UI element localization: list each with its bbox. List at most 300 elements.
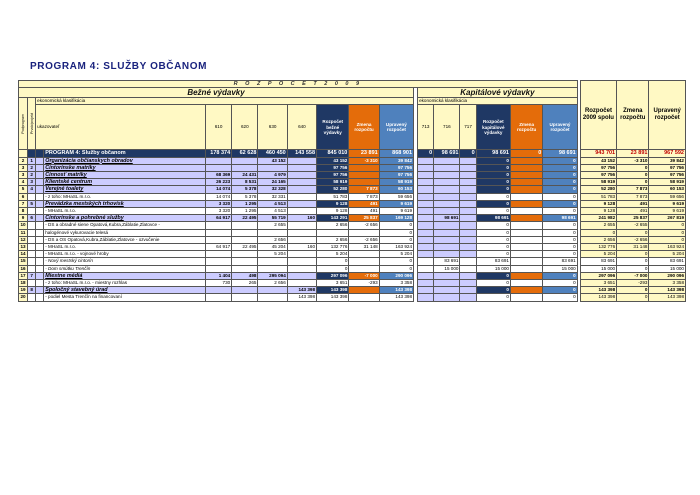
table-cell: [232, 164, 258, 171]
table-cell: [510, 222, 542, 229]
table-cell: [418, 157, 434, 164]
table-cell: [418, 200, 434, 207]
table-cell: 267 819: [649, 215, 686, 222]
table-cell: -2 655: [617, 222, 649, 229]
table-cell: 15 000: [434, 265, 460, 272]
table-cell: 3 320: [205, 208, 231, 215]
table-cell: [205, 265, 231, 272]
table-cell: 0: [476, 244, 510, 251]
row-label: - Nový mestský cintorín: [44, 258, 206, 265]
table-cell: 132 776: [580, 244, 616, 251]
row-label: - DS a obradné siene Opatová,Kubra,Záblatie,Zlatovce -: [44, 222, 206, 229]
table-cell: [205, 251, 231, 258]
table-cell: 64 917: [205, 244, 231, 251]
podprogram-number: [28, 251, 36, 258]
table-cell: 0: [476, 222, 510, 229]
table-cell: [418, 186, 434, 193]
table-cell: [460, 193, 476, 200]
table-row: [19, 229, 686, 236]
podprogram-number: [28, 229, 36, 236]
table-cell: 0: [617, 164, 649, 171]
table-cell: 52 280: [580, 186, 616, 193]
table-cell: 98 691: [543, 215, 577, 222]
table-cell: 59 656: [379, 193, 413, 200]
table-cell: 0: [649, 236, 686, 243]
table-cell: 498: [232, 272, 258, 279]
row-label: - Dom smútku Trenčín: [44, 265, 206, 272]
table-cell: 23 891: [349, 150, 379, 157]
table-cell: [460, 186, 476, 193]
table-cell: 0: [476, 172, 510, 179]
row-label: - DS a OS Opatová,Kubra,Záblatie,Zlatovce - ozvučenie: [44, 236, 206, 243]
table-cell: [510, 193, 542, 200]
table-cell: 3 651: [580, 280, 616, 287]
table-cell: [418, 251, 434, 258]
row-number: 12: [20, 236, 26, 242]
prvok-number: [36, 164, 44, 171]
table-cell: 2 656: [258, 280, 287, 287]
table-cell: [287, 208, 316, 215]
table-cell: 0: [379, 236, 413, 243]
podprogram-number: [28, 208, 36, 215]
table-cell: 0: [476, 208, 510, 215]
table-cell: 3 320: [205, 200, 231, 207]
row-number: 18: [20, 280, 26, 286]
table-row: [19, 215, 686, 222]
table-cell: -2 656: [349, 222, 379, 229]
table-cell: 7 873: [617, 193, 649, 200]
table-cell: [205, 157, 231, 164]
row-number: 13: [20, 244, 26, 250]
table-cell: [460, 265, 476, 272]
table-cell: 97 756: [649, 164, 686, 171]
table-cell: 0: [649, 229, 686, 236]
table-cell: [317, 229, 349, 236]
table-cell: [434, 294, 460, 301]
table-cell: [205, 294, 231, 301]
table-row: [19, 222, 686, 229]
table-cell: [232, 251, 258, 258]
prvok-number: [36, 251, 44, 258]
table-cell: 1 404: [205, 272, 231, 279]
table-cell: [460, 215, 476, 222]
table-cell: 39 842: [379, 157, 413, 164]
table-cell: 143 398: [649, 294, 686, 301]
table-cell: 143 398: [580, 294, 616, 301]
table-cell: [460, 164, 476, 171]
table-cell: 14 074: [205, 186, 231, 193]
prvok-number: [36, 272, 44, 279]
header-rozpocet-bezne: Rozpočet bežné výdavky: [317, 105, 349, 150]
table-cell: 9 619: [649, 200, 686, 207]
table-cell: 25 837: [349, 215, 379, 222]
table-cell: [510, 208, 542, 215]
table-cell: 0: [476, 229, 510, 236]
table-cell: [349, 172, 379, 179]
table-cell: 0: [476, 164, 510, 171]
table-row: [19, 265, 686, 272]
table-cell: [349, 287, 379, 294]
table-cell: 0: [617, 251, 649, 258]
table-row: [19, 272, 686, 279]
table-cell: 0: [317, 265, 349, 272]
table-cell: 0: [543, 272, 577, 279]
podprogram-number: 1: [28, 157, 36, 164]
table-cell: 2 656: [258, 236, 287, 243]
header-upraveny-kap: Upravený rozpočet: [543, 105, 577, 150]
table-cell: [287, 251, 316, 258]
table-cell: [434, 229, 460, 236]
row-number: 2: [19, 157, 28, 164]
podprogram-number: 4: [28, 186, 36, 193]
table-cell: [460, 287, 476, 294]
row-number: 3: [19, 172, 28, 179]
table-cell: 58 919: [580, 179, 616, 186]
table-cell: 97 756: [317, 172, 349, 179]
table-cell: 0: [543, 251, 577, 258]
table-cell: [418, 280, 434, 287]
table-cell: 97 756: [379, 172, 413, 179]
table-cell: 0: [617, 294, 649, 301]
table-cell: 0: [617, 229, 649, 236]
table-cell: 143 291: [317, 215, 349, 222]
table-cell: [460, 244, 476, 251]
row-label: - MHaSL m.r.o.: [44, 244, 206, 251]
table-cell: [418, 294, 434, 301]
table-cell: 845 010: [317, 150, 349, 157]
table-cell: [434, 164, 460, 171]
header-col-713: 713: [418, 105, 434, 150]
table-cell: 0: [476, 193, 510, 200]
table-cell: 178 374: [205, 150, 231, 157]
podprogram-number: [28, 294, 36, 301]
header-col-640: 640: [287, 105, 316, 150]
table-cell: -293: [349, 280, 379, 287]
prvok-number: [36, 280, 44, 287]
table-cell: 295 094: [258, 272, 287, 279]
table-row: [19, 200, 686, 207]
table-cell: 0: [543, 236, 577, 243]
table-cell: 0: [510, 150, 542, 157]
header-kapitalove-vydavky: Kapitálové výdavky: [418, 88, 578, 98]
table-row: [19, 164, 686, 171]
table-cell: [349, 251, 379, 258]
table-cell: 0: [476, 179, 510, 186]
header-zmena-bezne: Zmena rozpočtu: [349, 105, 379, 150]
table-cell: 22 495: [232, 215, 258, 222]
podprogram-number: [28, 150, 36, 157]
table-row: [19, 193, 686, 200]
table-cell: 1 295: [232, 208, 258, 215]
header-col-716: 716: [434, 105, 460, 150]
table-cell: [434, 208, 460, 215]
table-cell: [287, 272, 316, 279]
header-ek-bezne: ekonomická klasifikácia: [36, 98, 414, 105]
table-cell: [349, 258, 379, 265]
prvok-number: [36, 222, 44, 229]
table-cell: 0: [543, 172, 577, 179]
prvok-number: [36, 287, 44, 294]
table-cell: [418, 179, 434, 186]
table-cell: [418, 265, 434, 272]
table-cell: 97 756: [317, 164, 349, 171]
table-cell: 97 756: [649, 172, 686, 179]
prvok-number: [36, 258, 44, 265]
table-cell: [510, 258, 542, 265]
budget-year-header: R O Z P O Č E T 2 0 0 9: [19, 81, 578, 88]
table-cell: 0: [543, 280, 577, 287]
table-cell: 297 096: [580, 272, 616, 279]
table-cell: 163 924: [649, 244, 686, 251]
table-cell: 5 204: [258, 251, 287, 258]
row-number: 15: [20, 258, 26, 264]
table-cell: [460, 251, 476, 258]
row-label: PROGRAM 4: Služby občanom: [44, 150, 206, 157]
table-cell: 290 096: [379, 272, 413, 279]
header-rozpocet-kap: Rozpočet kapitálové výdavky: [476, 105, 510, 150]
podprogram-number: 3: [28, 179, 36, 186]
table-cell: 31 148: [349, 244, 379, 251]
table-cell: -293: [617, 280, 649, 287]
table-cell: 0: [543, 186, 577, 193]
table-cell: [434, 272, 460, 279]
table-cell: [510, 236, 542, 243]
header-bezne-vydavky: Bežné výdavky: [19, 88, 414, 98]
table-cell: [287, 222, 316, 229]
header-zmena-spolu: Zmena rozpočtu: [617, 81, 649, 150]
table-cell: [258, 229, 287, 236]
table-cell: 160: [287, 244, 316, 251]
table-cell: 4 979: [258, 172, 287, 179]
prvok-number: [36, 244, 44, 251]
row-label: Cintorínske matriky: [44, 164, 206, 171]
table-cell: 9 619: [379, 200, 413, 207]
table-cell: [205, 222, 231, 229]
row-label: Organizácia občianskych obradov: [44, 157, 206, 164]
row-number: 7: [19, 200, 28, 207]
table-cell: 3 651: [317, 280, 349, 287]
table-cell: 22 495: [232, 244, 258, 251]
table-cell: [434, 244, 460, 251]
table-cell: 15 000: [649, 265, 686, 272]
table-cell: [287, 229, 316, 236]
row-label: Spoločný stavebný úrad: [44, 287, 206, 294]
table-cell: 297 096: [317, 272, 349, 279]
table-cell: [349, 294, 379, 301]
table-cell: 9 619: [379, 208, 413, 215]
table-cell: [460, 179, 476, 186]
prvok-number: [36, 150, 44, 157]
header-upraveny-bezne: Upravený rozpočet: [379, 105, 413, 150]
table-cell: 7 873: [349, 193, 379, 200]
table-cell: [287, 193, 316, 200]
table-cell: [510, 215, 542, 222]
podprogram-number: [28, 236, 36, 243]
table-cell: [232, 222, 258, 229]
table-cell: [232, 294, 258, 301]
table-cell: 0: [476, 251, 510, 258]
table-cell: 4 513: [258, 200, 287, 207]
table-cell: 8 531: [232, 179, 258, 186]
row-number: 14: [20, 251, 26, 257]
table-cell: [418, 287, 434, 294]
table-body: [19, 150, 686, 301]
header-prvok: Prvok/projekt: [28, 98, 36, 150]
table-cell: [434, 186, 460, 193]
podprogram-number: [28, 258, 36, 265]
table-cell: 0: [617, 265, 649, 272]
table-cell: 0: [617, 258, 649, 265]
table-cell: [460, 200, 476, 207]
table-cell: [510, 280, 542, 287]
table-cell: 15 000: [580, 265, 616, 272]
table-cell: -2 656: [349, 236, 379, 243]
row-label: - MHaSL m.r.o.: [44, 208, 206, 215]
table-cell: 51 783: [580, 193, 616, 200]
table-cell: 7 873: [617, 186, 649, 193]
row-number: 4: [19, 179, 28, 186]
table-cell: [460, 258, 476, 265]
table-cell: 2 656: [580, 236, 616, 243]
table-cell: 24 165: [258, 179, 287, 186]
table-row: [19, 179, 686, 186]
prvok-number: [36, 265, 44, 272]
table-cell: [205, 287, 231, 294]
table-cell: 15 000: [543, 265, 577, 272]
table-cell: [460, 236, 476, 243]
table-cell: 5 204: [317, 251, 349, 258]
table-cell: [418, 193, 434, 200]
table-cell: [460, 280, 476, 287]
table-cell: [510, 229, 542, 236]
prvok-number: [36, 294, 44, 301]
table-cell: 3 358: [379, 280, 413, 287]
table-cell: [460, 172, 476, 179]
table-cell: 98 691: [434, 150, 460, 157]
prvok-number: [36, 236, 44, 243]
table-cell: -3 310: [349, 157, 379, 164]
table-cell: [287, 280, 316, 287]
table-cell: 98 691: [543, 150, 577, 157]
prvok-number: [36, 200, 44, 207]
table-cell: 0: [543, 229, 577, 236]
row-number: [19, 150, 28, 157]
table-cell: 5 378: [232, 186, 258, 193]
table-cell: [510, 186, 542, 193]
table-cell: 83 691: [649, 258, 686, 265]
table-cell: [460, 229, 476, 236]
table-cell: [287, 179, 316, 186]
table-cell: 143 398: [317, 287, 349, 294]
table-cell: [349, 164, 379, 171]
table-cell: [418, 215, 434, 222]
row-label: - z toho: MHaSL m.r.o.: [44, 193, 206, 200]
table-cell: 0: [476, 294, 510, 301]
table-cell: 15 000: [476, 265, 510, 272]
row-number: 10: [20, 222, 26, 228]
table-cell: [232, 265, 258, 272]
row-label: Činnosť matriky: [44, 172, 206, 179]
table-cell: [460, 294, 476, 301]
table-cell: 0: [476, 272, 510, 279]
budget-table-container: [18, 80, 686, 317]
table-cell: [232, 258, 258, 265]
table-row: [19, 287, 686, 294]
table-cell: [232, 229, 258, 236]
table-cell: 0: [617, 172, 649, 179]
table-cell: 0: [617, 179, 649, 186]
table-row: [19, 157, 686, 164]
table-cell: 0: [379, 258, 413, 265]
table-cell: 83 691: [434, 258, 460, 265]
table-cell: 23 891: [617, 150, 649, 157]
prvok-number: [36, 193, 44, 200]
header-col-630: 630: [258, 105, 287, 150]
row-label: Prevádzka mestských trhovísk: [44, 200, 206, 207]
table-cell: [510, 157, 542, 164]
header-col-610: 610: [205, 105, 231, 150]
table-cell: [510, 179, 542, 186]
table-row: [19, 186, 686, 193]
table-cell: 143 398: [580, 287, 616, 294]
table-cell: 5 204: [649, 251, 686, 258]
table-cell: [418, 244, 434, 251]
row-label: halogénové vykurovacie telesá: [44, 229, 206, 236]
podprogram-number: 2: [28, 172, 36, 179]
table-cell: 14 074: [205, 193, 231, 200]
table-cell: 0: [543, 287, 577, 294]
header-zmena-kap: Zmena rozpočtu: [510, 105, 542, 150]
table-cell: 60 153: [649, 186, 686, 193]
table-cell: 9 128: [317, 208, 349, 215]
table-cell: [287, 164, 316, 171]
table-cell: -7 000: [349, 272, 379, 279]
budget-table: [18, 80, 686, 302]
table-cell: [287, 200, 316, 207]
table-row: [19, 258, 686, 265]
table-cell: 31 148: [617, 244, 649, 251]
table-cell: [434, 200, 460, 207]
podprogram-number: [28, 244, 36, 251]
table-cell: [510, 200, 542, 207]
table-cell: 143 558: [287, 150, 316, 157]
prvok-number: [36, 186, 44, 193]
table-cell: [205, 229, 231, 236]
table-cell: [349, 179, 379, 186]
table-cell: [510, 172, 542, 179]
table-cell: 45 204: [258, 244, 287, 251]
podprogram-number: 8: [28, 287, 36, 294]
table-cell: 491: [617, 208, 649, 215]
row-number: 9: [19, 215, 28, 222]
table-cell: [349, 229, 379, 236]
row-label: Miestne médiá: [44, 272, 206, 279]
table-cell: [434, 251, 460, 258]
table-cell: -7 000: [617, 272, 649, 279]
page-title: PROGRAM 4: SLUŽBY OBČANOM: [30, 61, 208, 72]
table-cell: 169 128: [379, 215, 413, 222]
table-cell: [434, 222, 460, 229]
table-cell: 32 331: [258, 193, 287, 200]
row-label: Verejné toalety: [44, 186, 206, 193]
table-cell: 0: [543, 222, 577, 229]
table-cell: 0: [476, 157, 510, 164]
table-cell: 241 982: [580, 215, 616, 222]
table-cell: 9 128: [317, 200, 349, 207]
table-cell: [510, 287, 542, 294]
table-cell: 9 619: [649, 208, 686, 215]
table-cell: [258, 258, 287, 265]
